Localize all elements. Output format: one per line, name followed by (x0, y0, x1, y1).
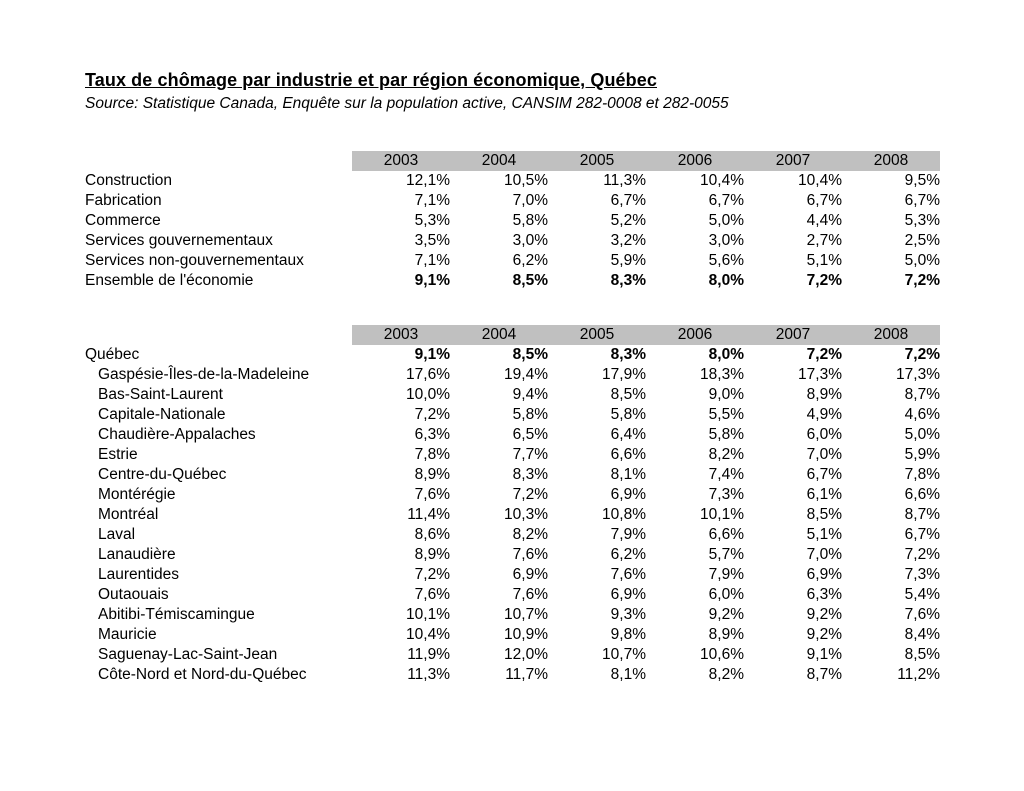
value-cell: 7,8% (904, 466, 940, 483)
table-row (85, 645, 940, 665)
value-cell: 6,7% (806, 192, 842, 209)
value-cell: 9,2% (708, 606, 744, 623)
value-cell: 8,3% (610, 272, 646, 289)
value-cell: 17,6% (406, 366, 450, 383)
year-header: 2004 (450, 325, 548, 345)
table-row (85, 191, 940, 211)
value-cell: 8,2% (512, 526, 548, 543)
table-corner (85, 151, 352, 171)
value-cell: 9,1% (414, 346, 450, 363)
value-cell: 8,2% (708, 666, 744, 683)
value-cell: 8,5% (806, 506, 842, 523)
table-row (85, 525, 940, 545)
value-cell: 7,0% (806, 546, 842, 563)
year-header: 2006 (646, 325, 744, 345)
row-label: Commerce (85, 212, 161, 229)
value-cell: 11,9% (407, 646, 450, 663)
year-header-row (85, 325, 940, 345)
value-cell: 5,4% (904, 586, 940, 603)
row-label: Ensemble de l'économie (85, 272, 254, 289)
value-cell: 7,1% (414, 252, 450, 269)
value-cell: 5,8% (512, 406, 548, 423)
year-header: 2008 (842, 325, 940, 345)
source-line: Source: Statistique Canada, Enquête sur la population active, CANSIM 282-0008 et 282-0055 (85, 95, 729, 112)
value-cell: 9,5% (904, 172, 940, 189)
value-cell: 10,3% (504, 506, 548, 523)
value-cell: 5,0% (904, 426, 940, 443)
value-cell: 10,1% (406, 606, 450, 623)
value-cell: 8,9% (414, 546, 450, 563)
value-cell: 5,8% (610, 406, 646, 423)
value-cell: 3,0% (708, 232, 744, 249)
value-cell: 6,3% (414, 426, 450, 443)
value-cell: 8,0% (708, 272, 744, 289)
row-label: Gaspésie-Îles-de-la-Madeleine (98, 366, 310, 383)
table-row (85, 545, 940, 565)
row-label: Services gouvernementaux (85, 232, 273, 249)
row-label: Québec (85, 346, 140, 363)
value-cell: 8,7% (904, 386, 940, 403)
row-label: Outaouais (98, 586, 169, 603)
year-header: 2008 (842, 151, 940, 171)
value-cell: 7,8% (414, 446, 450, 463)
value-cell: 9,0% (708, 386, 744, 403)
row-label: Montérégie (98, 486, 176, 503)
page-title: Taux de chômage par industrie et par région économique, Québec (85, 70, 657, 90)
table-corner (85, 325, 352, 345)
value-cell: 11,3% (407, 666, 450, 683)
value-cell: 5,7% (708, 546, 744, 563)
row-label: Côte-Nord et Nord-du-Québec (98, 666, 307, 683)
table-row (85, 605, 940, 625)
table-row (85, 271, 940, 291)
value-cell: 5,9% (904, 446, 940, 463)
value-cell: 8,5% (904, 646, 940, 663)
row-label: Saguenay-Lac-Saint-Jean (98, 646, 278, 663)
value-cell: 6,1% (806, 486, 842, 503)
value-cell: 6,9% (610, 586, 646, 603)
value-cell: 8,5% (512, 272, 548, 289)
table-row (85, 425, 940, 445)
value-cell: 10,4% (406, 626, 450, 643)
value-cell: 4,9% (806, 406, 842, 423)
value-cell: 10,6% (700, 646, 744, 663)
row-label: Centre-du-Québec (98, 466, 227, 483)
row-label: Abitibi-Témiscamingue (98, 606, 255, 623)
value-cell: 5,6% (708, 252, 744, 269)
value-cell: 19,4% (504, 366, 548, 383)
table-row (85, 465, 940, 485)
value-cell: 6,7% (904, 526, 940, 543)
table-row (85, 445, 940, 465)
year-header: 2007 (744, 325, 842, 345)
value-cell: 10,0% (406, 386, 450, 403)
row-label: Chaudière-Appalaches (98, 426, 256, 443)
value-cell: 6,7% (610, 192, 646, 209)
value-cell: 6,2% (512, 252, 548, 269)
value-cell: 11,2% (897, 666, 940, 683)
value-cell: 5,1% (806, 526, 842, 543)
value-cell: 5,9% (610, 252, 646, 269)
row-label: Mauricie (98, 626, 157, 643)
value-cell: 10,5% (504, 172, 548, 189)
value-cell: 6,7% (806, 466, 842, 483)
value-cell: 7,3% (708, 486, 744, 503)
value-cell: 6,7% (708, 192, 744, 209)
value-cell: 8,7% (904, 506, 940, 523)
value-cell: 17,3% (798, 366, 842, 383)
table-row (85, 251, 940, 271)
value-cell: 6,9% (806, 566, 842, 583)
value-cell: 8,0% (708, 346, 744, 363)
value-cell: 17,9% (602, 366, 646, 383)
value-cell: 6,9% (512, 566, 548, 583)
value-cell: 6,9% (610, 486, 646, 503)
value-cell: 7,6% (610, 566, 646, 583)
value-cell: 5,0% (708, 212, 744, 229)
value-cell: 6,2% (610, 546, 646, 563)
value-cell: 7,2% (904, 546, 940, 563)
value-cell: 8,4% (904, 626, 940, 643)
row-label: Services non-gouvernementaux (85, 252, 304, 269)
value-cell: 2,5% (904, 232, 940, 249)
value-cell: 6,6% (708, 526, 744, 543)
table-row (85, 231, 940, 251)
value-cell: 3,0% (512, 232, 548, 249)
value-cell: 6,4% (610, 426, 646, 443)
value-cell: 8,9% (806, 386, 842, 403)
value-cell: 9,1% (414, 272, 450, 289)
value-cell: 7,7% (512, 446, 548, 463)
value-cell: 11,3% (603, 172, 646, 189)
value-cell: 8,6% (414, 526, 450, 543)
year-header: 2004 (450, 151, 548, 171)
value-cell: 6,7% (904, 192, 940, 209)
table-row (85, 365, 940, 385)
value-cell: 6,0% (708, 586, 744, 603)
year-header: 2005 (548, 325, 646, 345)
value-cell: 7,2% (512, 486, 548, 503)
value-cell: 7,6% (512, 546, 548, 563)
row-label: Capitale-Nationale (98, 406, 226, 423)
value-cell: 8,2% (708, 446, 744, 463)
value-cell: 7,0% (512, 192, 548, 209)
value-cell: 8,9% (708, 626, 744, 643)
value-cell: 7,0% (806, 446, 842, 463)
value-cell: 7,4% (708, 466, 744, 483)
table-row (85, 505, 940, 525)
row-label: Construction (85, 172, 173, 189)
value-cell: 18,3% (700, 366, 744, 383)
value-cell: 17,3% (896, 366, 940, 383)
value-cell: 12,1% (406, 172, 450, 189)
value-cell: 7,6% (512, 586, 548, 603)
table-row (85, 485, 940, 505)
value-cell: 6,6% (904, 486, 940, 503)
value-cell: 5,8% (512, 212, 548, 229)
table-row (85, 385, 940, 405)
value-cell: 8,5% (512, 346, 548, 363)
year-header: 2007 (744, 151, 842, 171)
value-cell: 5,3% (904, 212, 940, 229)
value-cell: 10,7% (504, 606, 548, 623)
value-cell: 4,4% (806, 212, 842, 229)
value-cell: 7,2% (414, 566, 450, 583)
value-cell: 7,1% (414, 192, 450, 209)
value-cell: 10,7% (602, 646, 646, 663)
value-cell: 8,1% (610, 666, 646, 683)
row-label: Fabrication (85, 192, 162, 209)
value-cell: 12,0% (504, 646, 548, 663)
value-cell: 11,4% (407, 506, 450, 523)
table-row (85, 405, 940, 425)
value-cell: 7,2% (414, 406, 450, 423)
region-unemployment-table (85, 325, 940, 685)
year-header: 2006 (646, 151, 744, 171)
value-cell: 7,2% (904, 272, 940, 289)
value-cell: 8,3% (610, 346, 646, 363)
value-cell: 3,2% (610, 232, 646, 249)
value-cell: 5,2% (610, 212, 646, 229)
value-cell: 7,2% (806, 346, 842, 363)
value-cell: 6,6% (610, 446, 646, 463)
value-cell: 10,9% (504, 626, 548, 643)
value-cell: 10,4% (798, 172, 842, 189)
value-cell: 7,9% (610, 526, 646, 543)
year-header: 2003 (352, 151, 450, 171)
table-row (85, 665, 940, 685)
year-header: 2005 (548, 151, 646, 171)
value-cell: 3,5% (414, 232, 450, 249)
value-cell: 10,4% (700, 172, 744, 189)
table-row (85, 625, 940, 645)
value-cell: 11,7% (505, 666, 548, 683)
value-cell: 7,6% (414, 586, 450, 603)
value-cell: 5,1% (806, 252, 842, 269)
value-cell: 10,1% (700, 506, 744, 523)
value-cell: 7,6% (904, 606, 940, 623)
table-row (85, 171, 940, 191)
value-cell: 8,5% (610, 386, 646, 403)
value-cell: 4,6% (904, 406, 940, 423)
value-cell: 8,7% (806, 666, 842, 683)
value-cell: 8,9% (414, 466, 450, 483)
value-cell: 8,1% (610, 466, 646, 483)
value-cell: 5,8% (708, 426, 744, 443)
table-row (85, 585, 940, 605)
industry-unemployment-table (85, 151, 940, 291)
value-cell: 7,2% (904, 346, 940, 363)
value-cell: 7,3% (904, 566, 940, 583)
value-cell: 9,3% (610, 606, 646, 623)
value-cell: 9,4% (512, 386, 548, 403)
row-label: Laval (98, 526, 136, 543)
row-label: Montréal (98, 506, 159, 523)
row-label: Bas-Saint-Laurent (98, 386, 223, 403)
value-cell: 8,3% (512, 466, 548, 483)
value-cell: 5,5% (708, 406, 744, 423)
value-cell: 2,7% (806, 232, 842, 249)
value-cell: 9,2% (806, 606, 842, 623)
value-cell: 7,9% (708, 566, 744, 583)
value-cell: 9,8% (610, 626, 646, 643)
value-cell: 5,0% (904, 252, 940, 269)
value-cell: 6,0% (806, 426, 842, 443)
value-cell: 7,6% (414, 486, 450, 503)
row-label: Laurentides (98, 566, 180, 583)
value-cell: 7,2% (806, 272, 842, 289)
value-cell: 5,3% (414, 212, 450, 229)
table-row (85, 565, 940, 585)
value-cell: 9,2% (806, 626, 842, 643)
value-cell: 10,8% (602, 506, 646, 523)
row-label: Lanaudière (98, 546, 176, 563)
table-row (85, 211, 940, 231)
value-cell: 9,1% (806, 646, 842, 663)
year-header: 2003 (352, 325, 450, 345)
table-row (85, 345, 940, 365)
value-cell: 6,3% (806, 586, 842, 603)
value-cell: 6,5% (512, 426, 548, 443)
year-header-row (85, 151, 940, 171)
row-label: Estrie (98, 446, 138, 463)
